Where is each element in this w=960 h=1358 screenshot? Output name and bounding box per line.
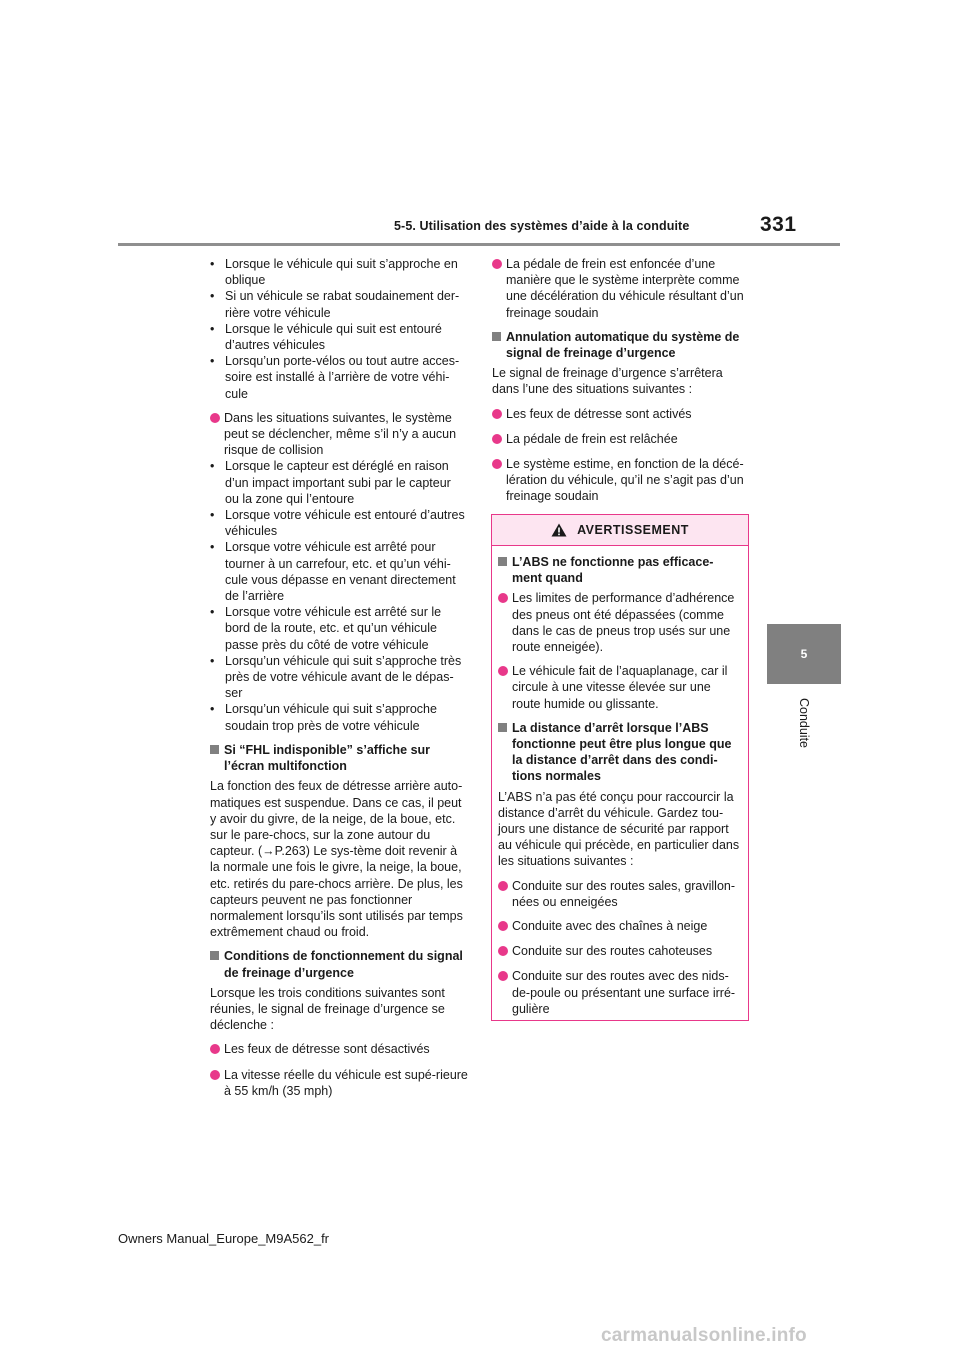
bullet-item: Les feux de détresse sont activés [492, 406, 750, 423]
bullet-dot-icon [498, 663, 512, 712]
dash-item: • Lorsque le capteur est déréglé en raison d’un impact important subi par le capteur ou la zone qui l’entoure [210, 459, 451, 506]
left-column [210, 256, 468, 1107]
bullet-dot-icon [210, 1041, 224, 1058]
header-divider [118, 243, 840, 246]
section-title: 5-5. Utilisation des systèmes d’aide à la conduite [394, 219, 690, 233]
bullet-item: Les feux de détresse sont désactivés [210, 1041, 468, 1058]
page-number: 331 [760, 213, 797, 236]
bullet-dot-icon [498, 590, 512, 655]
bullet-dot-icon [498, 968, 512, 1017]
bullet-dot-icon [492, 456, 506, 505]
dash-item: • Lorsque le véhicule qui suit s’approche en oblique [210, 257, 458, 288]
right-column [492, 256, 750, 513]
warning-header [492, 515, 748, 546]
section-heading-cancel: Annulation automatique du système de signal de freinage d’urgence [492, 329, 750, 361]
warning-heading-abs: L’ABS ne fonctionne pas efficace-ment quand [498, 554, 742, 586]
warning-paragraph: L’ABS n’a pas été conçu pour raccourcir la distance d’arrêt du véhicule. Gardez tou-jours une distance de sécurité par rapport au véhicule qui précède, en particulier dans les situations suivantes : [498, 789, 740, 869]
bullet-item: Conduite sur des routes avec des nids-de-poule ou présentant une surface irré-gulière [498, 968, 742, 1017]
dash-item: • Lorsque le véhicule qui suit est entouré d’autres véhicules [210, 321, 442, 353]
square-bullet-icon [210, 948, 224, 980]
chapter-label [780, 692, 828, 754]
bullet-dot-icon [492, 406, 506, 423]
page-reference-link[interactable]: →P.263 [262, 844, 306, 859]
dash-item: • Lorsque votre véhicule est entouré d’autres véhicules [210, 508, 465, 539]
chapter-tab[interactable] [767, 624, 841, 684]
dash-item: • Si un véhicule se rabat soudainement der-rière votre véhicule [210, 289, 460, 320]
bullet-item: Conduite sur des routes cahoteuses [498, 943, 742, 960]
bullet-dot-icon [498, 943, 512, 960]
dash-item: • Lorsque votre véhicule est arrêté pour tourner à un carrefour, etc. et qu’un véhi-cule vous dépasse en venant directement de l’arrière [210, 540, 456, 604]
bullet-item: Conduite avec des chaînes à neige [498, 918, 742, 935]
watermark: carmanualsonline.info [601, 1325, 807, 1346]
section-heading-conditions: Conditions de fonctionnement du signal de freinage d’urgence [210, 948, 468, 980]
bullet-item: Dans les situations suivantes, le système peut se déclencher, même s’il n’y a aucun risque de collision [210, 410, 468, 459]
square-bullet-icon [498, 554, 512, 586]
bullet-item: Le véhicule fait de l’aquaplanage, car il circule à une vitesse élevée sur une route humide ou glissante. [498, 663, 742, 712]
warning-title: AVERTISSEMENT [577, 523, 689, 537]
chapter-label-text: Conduite [797, 697, 811, 749]
paragraph-fhl: La fonction des feux de détresse arrière auto-matiques est suspendue. Dans ce cas, il peut y avoir du givre, de la neige, de la boue, etc. sur le pare-chocs, sur la zone autour du capteur. (→P.263) Le sys-tème doit revenir à la normale une fois le givre, la neige, la boue, etc. retirés du pare-chocs arrière. De plus, les capteurs peuvent ne pas fonctionner normalement lorsqu’ils sont utilisés par temps extrêmement chaud ou froid. [210, 779, 463, 940]
bullet-dot-icon [210, 1067, 224, 1099]
paragraph-cancel: Le signal de freinage d’urgence s’arrêtera dans l’une des situations suivantes : [492, 366, 723, 397]
dash-item: • Lorsqu’un véhicule qui suit s’approche très près de votre véhicule avant de le dépas-ser [210, 653, 462, 701]
document-id: Owners Manual_Europe_M9A562_fr [118, 1231, 330, 1246]
bullet-dot-icon [492, 431, 506, 448]
chapter-number: 5 [800, 647, 808, 661]
paragraph-conditions: Lorsque les trois conditions suivantes sont réunies, le signal de freinage d’urgence se déclenche : [210, 985, 445, 1033]
dash-item: • Lorsqu’un porte-vélos ou tout autre acces-soire est installé à l’arrière de votre véhi-cule [210, 354, 460, 401]
section-heading-fhl: Si “FHL indisponible” s’affiche sur l’écran multifonction [210, 742, 468, 774]
bullet-dot-icon [210, 410, 224, 459]
bullet-item: Conduite sur des routes sales, gravillon-nées ou enneigées [498, 878, 742, 910]
bullet-item: La pédale de frein est enfoncée d’une manière que le système interprète comme une décélération du véhicule résultant d’un freinage soudain [492, 256, 750, 321]
bullet-item: Le système estime, en fonction de la décé-lération du véhicule, qu’il ne s’agit pas d’un freinage soudain [492, 456, 750, 505]
warning-box [491, 514, 749, 1021]
bullet-item: Les limites de performance d’adhérence des pneus ont été dépassées (comme dans le cas de pneus trop usés sur une route enneigée). [498, 590, 742, 655]
bullet-dot-icon [498, 918, 512, 935]
bullet-dot-icon [492, 256, 506, 321]
bullet-dot-icon [498, 878, 512, 910]
warning-triangle-icon [551, 523, 567, 537]
square-bullet-icon [498, 720, 512, 785]
warning-body [492, 546, 748, 1017]
dash-item: • Lorsqu’un véhicule qui suit s’approche soudain trop près de votre véhicule [210, 702, 437, 733]
square-bullet-icon [210, 742, 224, 774]
warning-heading-distance: La distance d’arrêt lorsque l’ABS fonctionne peut être plus longue que la distance d’arrêt dans des condi-tions normales [498, 720, 742, 785]
dash-item: • Lorsque votre véhicule est arrêté sur le bord de la route, etc. et qu’un véhicule passe près du côté de votre véhicule [210, 605, 442, 652]
bullet-item: La pédale de frein est relâchée [492, 431, 750, 448]
square-bullet-icon [492, 329, 506, 361]
bullet-item: La vitesse réelle du véhicule est supé-rieure à 55 km/h (35 mph) [210, 1067, 468, 1099]
